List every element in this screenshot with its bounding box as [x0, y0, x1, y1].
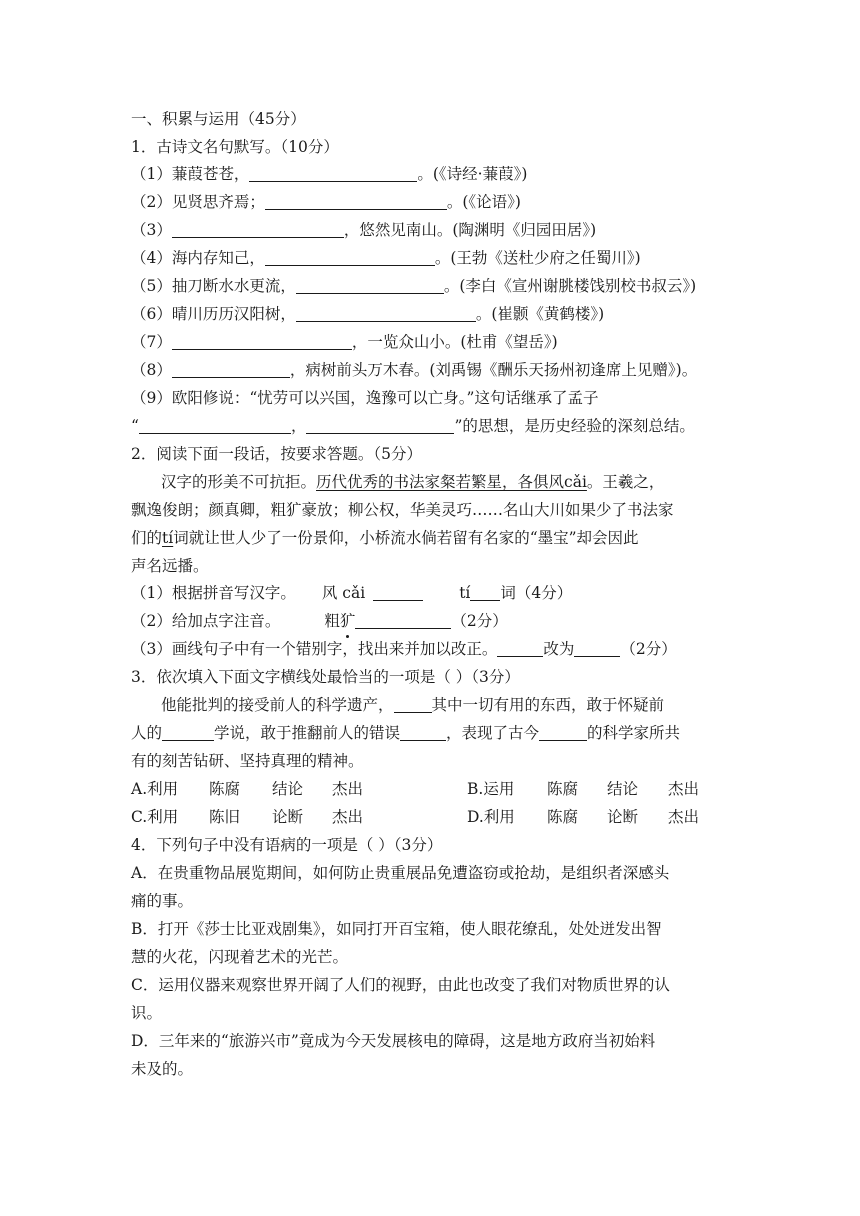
answer-blank[interactable] [497, 640, 543, 657]
q2-sub-1: （1）根据拼音写汉字。 风 cǎi tí 词（4分） [131, 584, 573, 602]
q4-option-b-line-1[interactable]: B．打开《莎士比亚戏剧集》，如同打开百宝箱，使人眼花缭乱，处处迸发出智 [131, 920, 662, 938]
q2-para-line-4: 声名远播。 [131, 557, 209, 575]
q4-title: 4．下列句子中没有语病的一项是（ ）（3分） [131, 836, 443, 854]
q1-title: 1．古诗文名句默写。（10分） [131, 138, 339, 156]
q2-sub-2: （2）给加点字注音。 粗犷 （2分） [131, 612, 508, 630]
answer-blank[interactable] [355, 612, 451, 629]
answer-blank[interactable] [265, 193, 447, 210]
q2-para-line-3: 们的tí词就让世人少了一份景仰，小桥流水倘若留有名家的“墨宝”却会因此 [131, 529, 639, 547]
answer-blank[interactable] [306, 417, 454, 434]
q1-item-7: （7） ，一览众山小。(杜甫《望岳》) [131, 333, 558, 351]
answer-blank[interactable] [373, 584, 423, 601]
underlined-sentence: 历代优秀的书法家粲若繁星，各俱风 [316, 473, 565, 491]
pinyin-cai: cǎi [564, 473, 587, 491]
q4-option-d-line-2: 未及的。 [131, 1060, 194, 1078]
section-title: 一、积累与运用（45分） [131, 110, 306, 128]
q2-title: 2．阅读下面一段话，按要求答题。（5分） [131, 445, 422, 463]
option-d[interactable]: D.利用 [467, 808, 515, 826]
q3-line-3: 有的刻苦钻研、坚持真理的精神。 [131, 752, 364, 770]
dotted-character: 犷 [339, 612, 356, 630]
q1-item-6: （6）晴川历历汉阳树， 。(崔颢《黄鹤楼》) [131, 305, 605, 323]
answer-blank[interactable] [400, 724, 446, 741]
answer-blank[interactable] [539, 724, 587, 741]
option-c[interactable]: C.利用 [131, 808, 179, 826]
answer-blank[interactable] [172, 221, 344, 238]
option-a[interactable]: A.利用 [131, 780, 179, 798]
q1-item-8: （8） ，病树前头万木春。(刘禹锡《酬乐天扬州初逢席上见赠》)。 [131, 361, 698, 379]
q1-item-9-line-2: “ ， ”的思想，是历史经验的深刻总结。 [131, 417, 695, 435]
q1-item-3: （3） ，悠然见南山。(陶渊明《归园田居》) [131, 221, 597, 239]
answer-blank[interactable] [172, 333, 352, 350]
answer-blank[interactable] [296, 305, 476, 322]
answer-blank[interactable] [249, 165, 417, 182]
q3-title: 3．依次填入下面文字横线处最恰当的一项是（ ）（3分） [131, 668, 520, 686]
q4-option-c-line-1[interactable]: C．运用仪器来观察世界开阔了人们的视野，由此也改变了我们对物质世界的认 [131, 976, 670, 994]
answer-blank[interactable] [296, 277, 444, 294]
option-b[interactable]: B.运用 [467, 780, 515, 798]
q3-options-row-2: C.利用 陈旧 论断 杰出 D.利用 陈腐 论断 杰出 [131, 808, 700, 826]
answer-blank[interactable] [470, 584, 500, 601]
answer-blank[interactable] [172, 361, 290, 378]
q1-item-9-line-1: （9）欧阳修说：“忧劳可以兴国，逸豫可以亡身。”这句话继承了孟子 [131, 389, 599, 407]
q4-option-b-line-2: 慧的火花，闪现着艺术的光芒。 [131, 948, 349, 966]
answer-blank[interactable] [394, 696, 432, 713]
answer-blank[interactable] [139, 417, 291, 434]
answer-blank[interactable] [574, 640, 620, 657]
q2-para-line-1: 汉字的形美不可抗拒。历代优秀的书法家粲若繁星，各俱风cǎi。王羲之， [161, 473, 665, 491]
pinyin-ti: tí [162, 529, 174, 547]
answer-blank[interactable] [265, 249, 435, 266]
answer-blank[interactable] [162, 724, 214, 741]
q1-item-4: （4）海内存知己， 。(王勃《送杜少府之任蜀川》) [131, 249, 641, 267]
q2-para-line-2: 飘逸俊朗；颜真卿，粗犷豪放；柳公权，华美灵巧……名山大川如果少了书法家 [131, 501, 674, 519]
q4-option-c-line-2: 识。 [131, 1004, 163, 1022]
q4-option-a-line-2: 痛的事。 [131, 892, 194, 910]
q1-item-2: （2）见贤思齐焉； 。(《论语》) [131, 193, 521, 211]
q1-item-5: （5）抽刀断水水更流， 。(李白《宣州谢朓楼饯别校书叔云》) [131, 277, 697, 295]
q3-line-2: 人的 学说，敢于推翻前人的错误 ，表现了古今 的科学家所共 [131, 724, 681, 742]
q2-sub-3: （3）画线句子中有一个错别字，找出来并加以改正。 改为 （2分） [131, 640, 677, 658]
q3-options-row-1: A.利用 陈腐 结论 杰出 B.运用 陈腐 结论 杰出 [131, 780, 700, 798]
q4-option-a-line-1[interactable]: A．在贵重物品展览期间，如何防止贵重展品免遭盗窃或抢劫，是组织者深感头 [131, 864, 670, 882]
q3-line-1: 他能批判的接受前人的科学遗产， 其中一切有用的东西，敢于怀疑前 [161, 696, 665, 714]
q1-item-1: （1）蒹葭苍苍， 。(《诗经·蒹葭》) [131, 165, 528, 183]
q4-option-d-line-1[interactable]: D．三年来的“旅游兴市”竟成为今天发展核电的障碍，这是地方政府当初始料 [131, 1032, 656, 1050]
